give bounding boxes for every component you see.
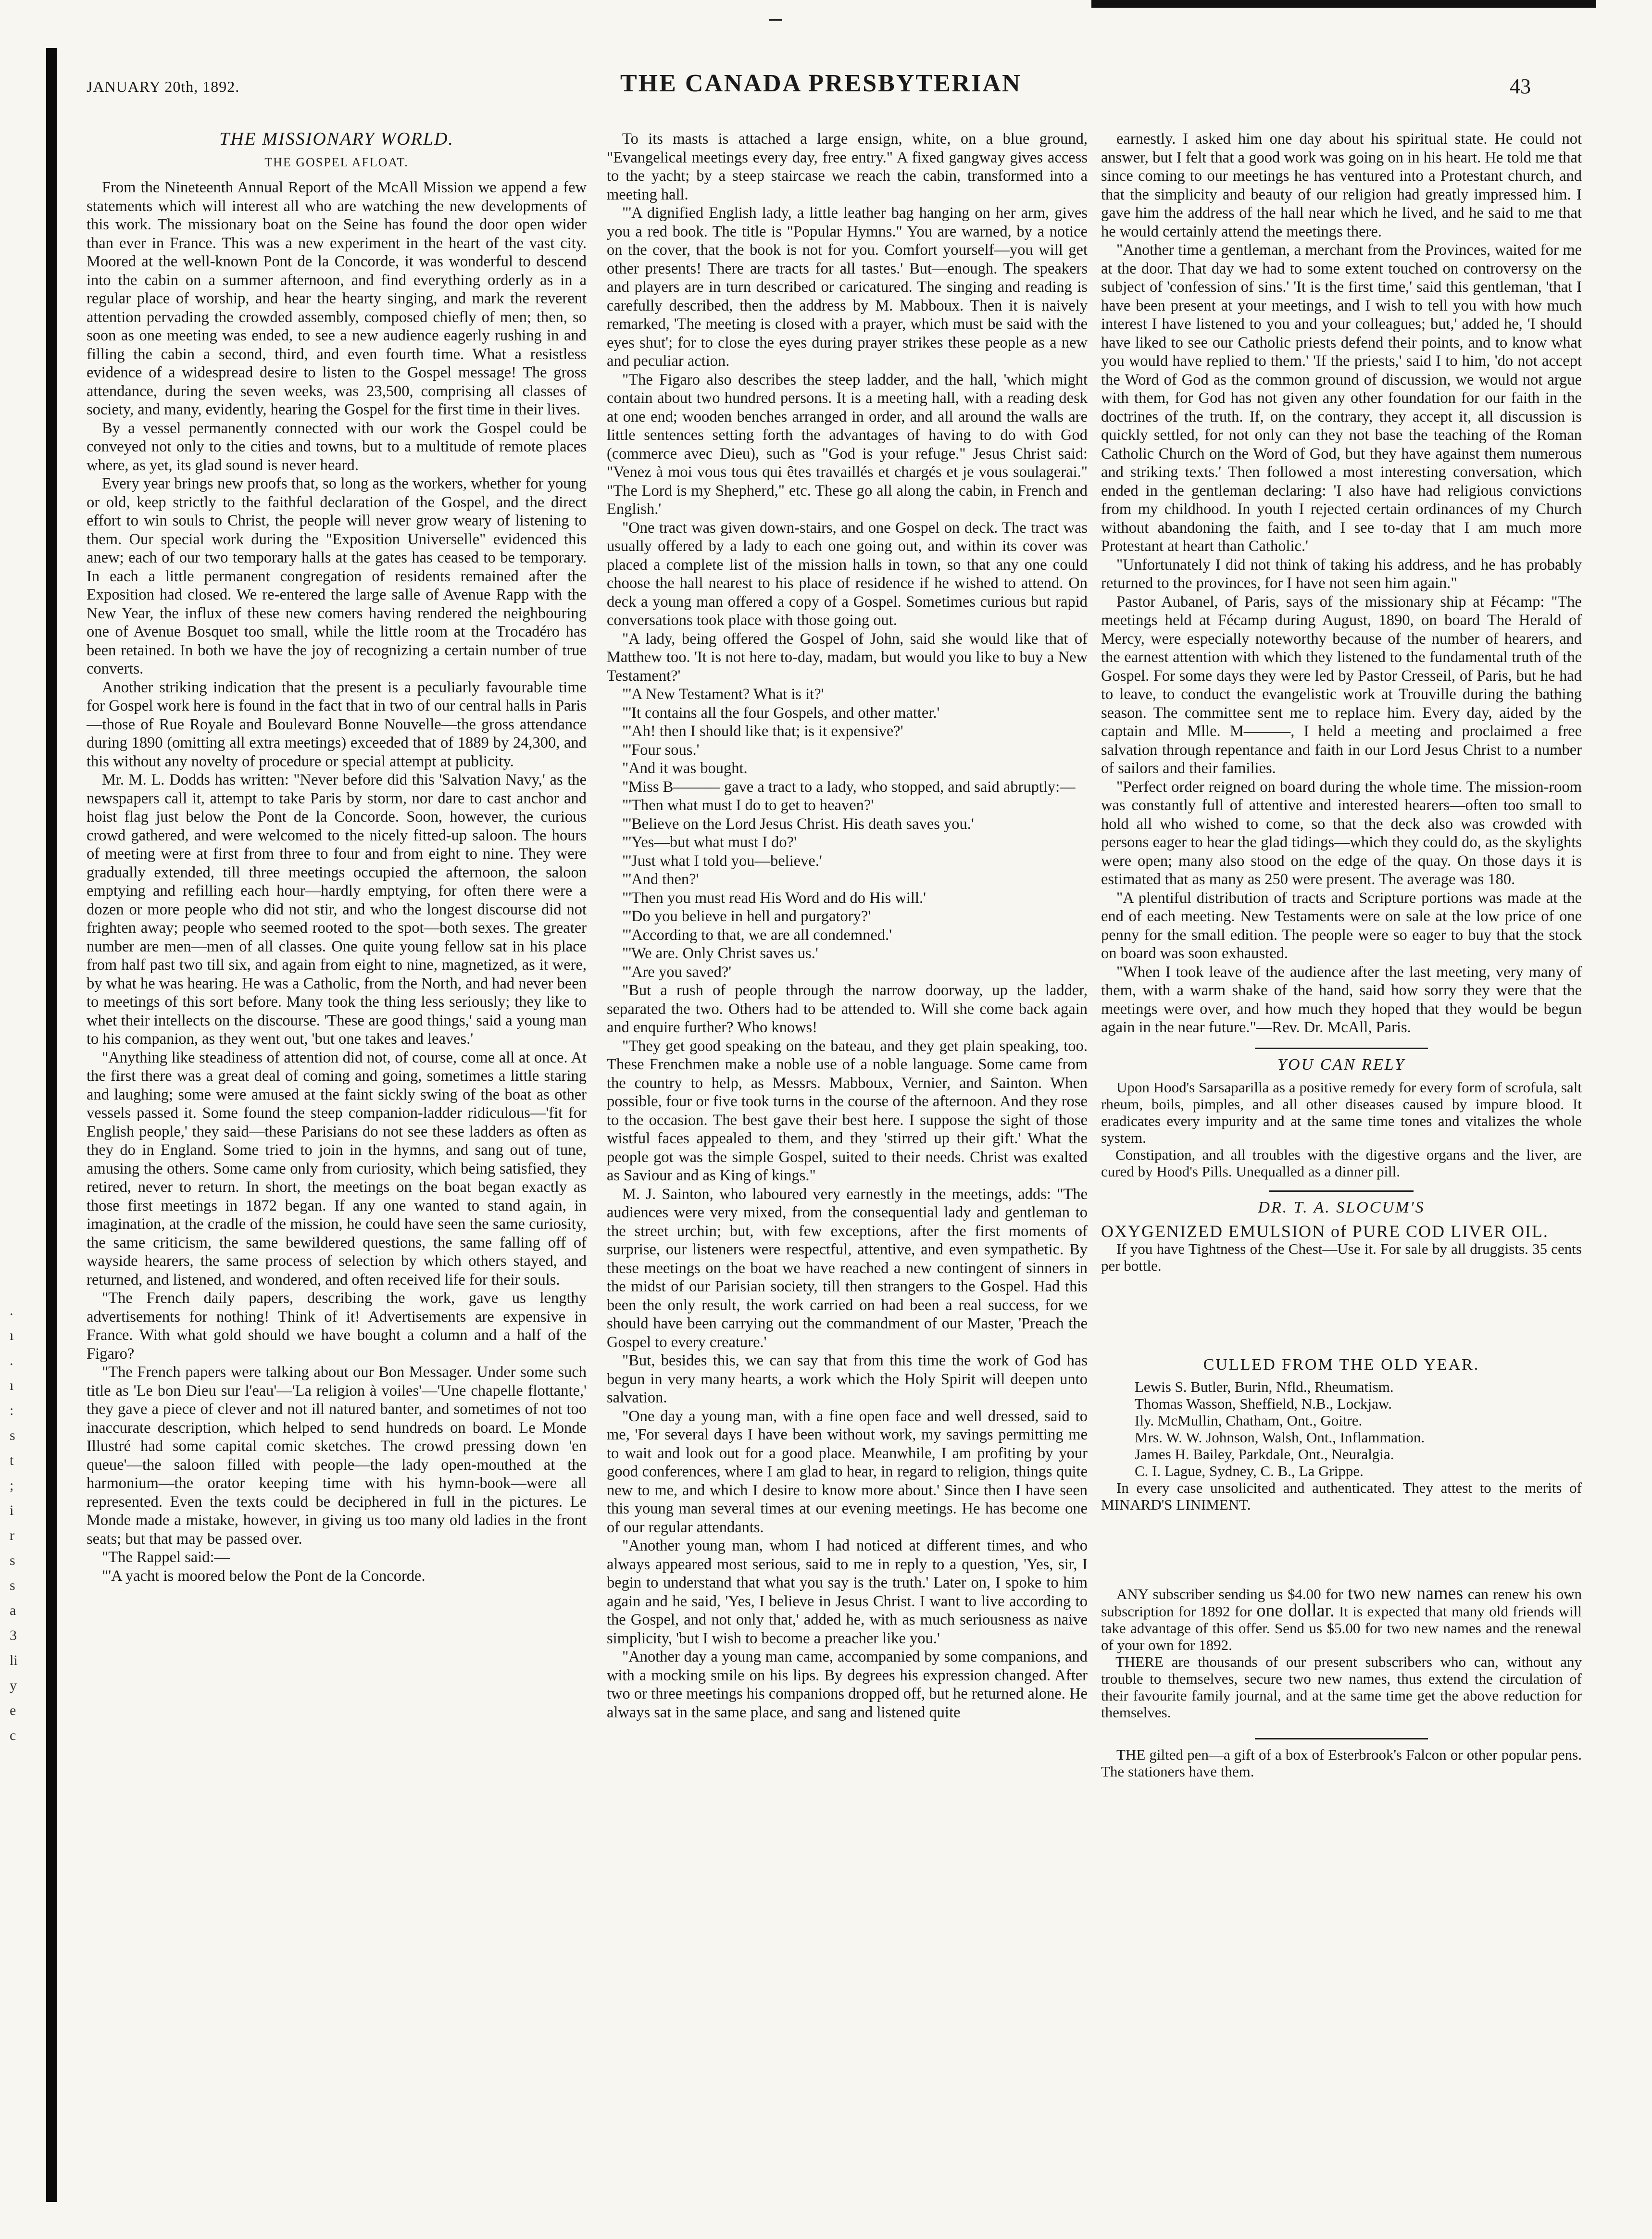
paragraph: Another striking indication that the present is a peculiarly favourable time for Gospel work here is found in the fact that in two of our central halls in Paris—those of Rue Royale and Boulevard Bonne Nouvelle—the gross attendance during 1890 (omitting all extra meetings) exceeded that of 1889 by 24,300, and this without any novelty of procedure or special attempt at publicity. bbox=[87, 678, 587, 770]
list-item: C. I. Lague, Sydney, C. B., La Grippe. bbox=[1135, 1462, 1364, 1479]
ad-slocum-heading: OXYGENIZED EMULSION of PURE COD LIVER OIL. bbox=[1101, 1221, 1549, 1241]
dialogue-line: "'Yes—but what must I do?' bbox=[622, 834, 797, 851]
subscription-note: THERE are thousands of our present subscribers who can, without any trouble to themselves, secure two new names, thus extend the circulation of their favourite family journal, and at the same time get the above reduction for themselves. bbox=[1101, 1653, 1582, 1721]
paragraph: "Another day a young man came, accompanied by some companions, and with a mocking smile on his lips. By degrees his expression changed. After two or three meetings his companions dropped off, but he returned alone. He always sat in the same place, and sang and listened quite bbox=[607, 1648, 1088, 1721]
paragraph: "The French daily papers, describing the work, gave us lengthy advertisements for nothing! Think of it! Advertisements are expensive in France. With what gold should we have bought a column and a half of the Figaro? bbox=[87, 1289, 587, 1363]
paragraph: "Another time a gentleman, a merchant from the Provinces, waited for me at the door. That day we had to some extent touched on controversy on the subject of 'confession of sins.' 'It is the first time,' said this gentleman, 'that I have been present at your meetings, and I wish to tell you with how much interest I have listened to you and your colleagues; but,' added he, 'I should have liked to see our Catholic priests defend their points, and to know what you would have replied to them.' 'If the priests,' said I to him, 'do not accept the Word of God as the common ground of discussion, we would not argue with them, for God has not given any other foundation for our faith in the doctrines of the truth. If, on the contrary, they accept it, all discussion is quickly settled, for not only can they not base the teaching of the Roman Catholic Church on the Word of God, but they have against them numerous and striking texts.' Then followed a most interesting conversation, which ended in the gentleman declaring: 'I also have had religious convictions from my childhood. In youth I rejected certain ordinances of my Church without abandoning the faith, and I see to-day that I am much more Protestant at heart than Catholic.' bbox=[1101, 241, 1582, 555]
dialogue-line: "'Four sous.' bbox=[622, 741, 700, 759]
dialogue-line: "'Are you saved?' bbox=[622, 963, 732, 981]
paragraph: By a vessel permanently connected with our work the Gospel could be conveyed not only to the cities and towns, but to a multitude of remote places where, as yet, its glad sound is never heard. bbox=[87, 419, 587, 474]
paragraph: "Another young man, whom I had noticed at different times, and who always appeared most serious, said to me in reply to a question, 'Yes, sir, I begin to understand that what you say is the truth.' Later on, I spoke to him again and he said, 'Yes, I believe in Jesus Christ. I want to live according to the Gospel, and not only that,' added he, with as much seriousness as naive simplicity, 'but I wish to become a preacher like you.' bbox=[607, 1537, 1088, 1647]
article-title: THE MISSIONARY WORLD. bbox=[219, 129, 454, 149]
offer-highlight: one dollar. bbox=[1256, 1600, 1335, 1621]
paragraph: "'A dignified English lady, a little leather bag hanging on her arm, gives you a red book. The title is "Popular Hymns." You are warned, by a notice on the cover, that the book is not for you. Comfort yourself—you will get other presents! There are tracts for all tastes.' But—enough. The speakers and players are in turn described or caricatured. The singing and reading is carefully described, then the address by M. Mabboux. Then it is naively remarked, 'The meeting is closed with a prayer, which must be said with the eyes shut'; for to close the eyes during prayer strikes these people as a new and peculiar action. bbox=[607, 204, 1088, 370]
list-item: James H. Bailey, Parkdale, Ont., Neuralgia. bbox=[1135, 1445, 1394, 1463]
paragraph: M. J. Sainton, who laboured very earnestly in the meetings, adds: "The audiences were very mixed, from the consequential lady and gentleman to the street urchin; but, with few exceptions, after the first moments of surprise, our listeners were respectful, attentive, and even sympathetic. By these meetings on the boat we have reached a new contingent of sinners in the midst of our Parisian society, till then strangers to the Gospel. Had this been the only result, the work carried on had been a real success, for we should have been carrying out the commandment of our Master, 'Preach the Gospel to every creature.' bbox=[607, 1185, 1088, 1351]
dialogue-line: "'Then you must read His Word and do His will.' bbox=[622, 889, 926, 907]
paragraph: From the Nineteenth Annual Report of the McAll Mission we append a few statements which will interest all who are watching the new developments of this work. The missionary boat on the Seine has found the door open wider than ever in France. This was a new experiment in the heart of the vast city. Moored at the well-known Pont de la Concorde, it was wonderful to descend into the cabin on a summer afternoon, and find everything orderly as in a regular place of worship, and hear the hearty singing, and mark the reverent attention pervading the crowded assembly, composed chiefly of men; then, so soon as one meeting was ended, to see a new audience eagerly rushing in and filling the cabin a second, third, and even fourth time. What a resistless evidence of a widespread desire to listen to the Gospel message! The gross attendance, during the seven weeks, was 23,500, comprising all classes of society, and many, evidently, hearing the Gospel for the first time in their lives. bbox=[87, 179, 587, 418]
ad-hoods-title: YOU CAN RELY bbox=[1277, 1055, 1405, 1074]
ad-slocum-title: DR. T. A. SLOCUM'S bbox=[1258, 1199, 1425, 1216]
column-1 bbox=[87, 130, 587, 1585]
ad-hoods-text: Upon Hood's Sarsaparilla as a positive remedy for every form of scrofula, salt rheum, boils, pimples, and all other diseases caused by impure blood. It eradicates every impurity and at the same time tones and vitalizes the whole system. bbox=[1101, 1079, 1582, 1146]
dialogue-line: "'Believe on the Lord Jesus Christ. His death saves you.' bbox=[622, 815, 974, 833]
margin-marks: . ı . ı : s t ; i r s s a 3 li y e c bbox=[10, 1302, 18, 1743]
paragraph: "Anything like steadiness of attention did not, of course, come all at once. At the first there was a great deal of coming and going, sometimes a little staring and laughing; some were amused at the faint sickly swing of the boat as other vessels passed it. Some found the steep companion-ladder ridiculous—'fit for English people,' they said—these Parisians do not see these ladders as often as they do in England. Some tried to join in the hymns, and sang out of tune, amusing the others. Some came only from curiosity, which being satisfied, they retired, never to return. In short, the meetings on the boat began exactly as those first meetings in 1872 began. If any one wanted to stand again, in imagination, at the cradle of the mission, he could have seen the same curiosity, the same criticism, the same bewildered questions, the same falling off of wayside hearers, the same process of selection by which others stayed, and returned, and listened, and wondered, and often received life for their souls. bbox=[87, 1049, 587, 1288]
dialogue-line: "'Then what must I do to get to heaven?' bbox=[622, 797, 874, 814]
paragraph: To its masts is attached a large ensign, white, on a blue ground, "Evangelical meetings every day, free entry." A fixed gangway gives access to the yacht; by a steep staircase we reach the cabin, transformed into a meeting hall. bbox=[607, 130, 1088, 203]
column-2 bbox=[607, 130, 1088, 1722]
paragraph: "When I took leave of the audience after the last meeting, very many of them, with a warm shake of the hand, said how sorry they were that the meetings were over, and how much they hoped that they would be begun again in the near future."—Rev. Dr. McAll, Paris. bbox=[1101, 963, 1582, 1036]
offer-highlight: two new names bbox=[1348, 1583, 1464, 1603]
dialogue-line: "'And then?' bbox=[622, 871, 699, 888]
culled-title: CULLED FROM THE OLD YEAR. bbox=[1203, 1356, 1480, 1374]
page-header bbox=[87, 67, 1529, 106]
list-item: Ily. McMullin, Chatham, Ont., Goitre. bbox=[1135, 1412, 1363, 1429]
paragraph: "'A yacht is moored below the Pont de la Concorde. bbox=[102, 1567, 426, 1585]
article-subtitle: THE GOSPEL AFLOAT. bbox=[264, 155, 409, 169]
section-divider bbox=[1255, 1048, 1428, 1049]
paragraph: "But a rush of people through the narrow doorway, up the ladder, separated the two. Others had to be attended to. Will she come back again and enquire further? Who knows! bbox=[607, 982, 1088, 1036]
dialogue-line: "'Just what I told you—believe.' bbox=[622, 852, 822, 870]
paragraph: earnestly. I asked him one day about his spiritual state. He could not answer, but I felt that a good work was going on in his heart. He told me that since coming to our meetings he has ventured into a Protestant church, and that the simplicity and beauty of our religion had greatly impressed him. I gave him the address of the hall near which he lived, and he said to me that he would certainly attend the meetings there. bbox=[1101, 130, 1582, 240]
ad-slocum-text: If you have Tightness of the Chest—Use it. For sale by all druggists. 35 cents per bottle. bbox=[1101, 1240, 1582, 1274]
offer-text: ANY subscriber sending us $4.00 for bbox=[1116, 1585, 1343, 1602]
newspaper-title: THE CANADA PRESBYTERIAN bbox=[620, 70, 1022, 97]
dialogue-line: "'A New Testament? What is it?' bbox=[622, 686, 824, 703]
paragraph: "Perfect order reigned on board during the whole time. The mission-room was constantly full of attentive and interested hearers—often too small to hold all who wished to come, so that the deck also was crowded with persons eager to hear the glad tidings—which they could do, as the skylights were open; many also stood on the edge of the quay. On those days it is estimated that as many as 250 were present. The average was 180. bbox=[1101, 778, 1582, 888]
column-3 bbox=[1101, 130, 1582, 1780]
spacer bbox=[1101, 1513, 1582, 1585]
section-divider bbox=[1255, 1738, 1428, 1739]
paragraph: "A lady, being offered the Gospel of John, said she would like that of Matthew too. 'It is not here to-day, madam, but would you like to buy a New Testament?' bbox=[607, 630, 1088, 685]
paragraph: "One tract was given down-stairs, and one Gospel on deck. The tract was usually offered by a lady to each one going out, and within its cover was placed a complete list of the mission halls in town, so that any one could choose the hall nearest to his place of residence if he wished to attend. On deck a young man offered a copy of a Gospel. Sometimes curious but rapid conversations took place with those going out. bbox=[607, 519, 1088, 629]
paragraph: "One day a young man, with a fine open face and well dressed, said to me, 'For several days I have been without work, my savings permitting me to wait and look out for a good place. Meanwhile, I am profiting by your good conferences, where I am glad to hear, in regard to religion, things quite new to me, and which I desire to know more about.' Since then I have seen this young man several times at our evening meetings. He has become one of our regular attendants. bbox=[607, 1407, 1088, 1536]
paragraph: Pastor Aubanel, of Paris, says of the missionary ship at Fécamp: "The meetings held at Fécamp during August, 1890, on board The Herald of Mercy, were especially noteworthy because of the number of hearers, and the earnest attention with which they listened to the fundamental truth of the Gospel. For some days they were led by Pastor Cresseil, of Paris, but he had to leave, to conduct the evangelistic work at Trouville during the bathing season. The committee sent me to replace him. Every day, aided by the captain and Mlle. M———, I held a meeting and proclaimed a free salvation through repentance and faith in our Lord Jesus Christ to a number of sailors and their families. bbox=[1101, 593, 1582, 777]
issue-date: JANUARY 20th, 1892. bbox=[87, 78, 240, 95]
spacer bbox=[1101, 1274, 1582, 1356]
offer-text: can renew his own subscription for 1892 for bbox=[1101, 1585, 1582, 1620]
page-number: 43 bbox=[1510, 75, 1531, 98]
top-rule bbox=[1091, 0, 1596, 8]
paragraph: "Miss B——— gave a tract to a lady, who stopped, and said abruptly:— bbox=[622, 778, 1076, 796]
list-item: Mrs. W. W. Johnson, Walsh, Ont., Inflammation. bbox=[1135, 1428, 1425, 1446]
offer-text: It is expected that many old friends will take advantage of this offer. Send us $5.00 for two new names and the renewal of your own for 1892. bbox=[1101, 1602, 1582, 1653]
pens-notice: THE gilted pen—a gift of a box of Esterbrook's Falcon or other popular pens. The stationers have them. bbox=[1101, 1746, 1582, 1780]
list-item: Thomas Wasson, Sheffield, N.B., Lockjaw. bbox=[1135, 1395, 1392, 1412]
paragraph: "Unfortunately I did not think of taking his address, and he has probably returned to the provinces, for I have not seen him again." bbox=[1101, 556, 1582, 592]
dialogue-line: "'Do you believe in hell and purgatory?' bbox=[622, 908, 871, 925]
paragraph: "They get good speaking on the bateau, and they get plain speaking, too. These Frenchmen make a noble use of a noble language. Some came from the country to help, as Messrs. Mabboux, Vernier, and Sainton. When possible, four or five took turns in the course of the afternoon. And they rose to the occasion. The best gave their best here. I suppose the sight of those wistful faces appealed to them, and they 'stirred up their gift.' What the people got was the simple Gospel, suited to their needs. Christ was exalted as Saviour and as King of kings." bbox=[607, 1037, 1088, 1184]
subscription-offer bbox=[1101, 1585, 1582, 1653]
testimonial-list bbox=[1135, 1378, 1582, 1479]
top-tick-mark bbox=[769, 19, 782, 21]
ad-hoods-pills-text: Constipation, and all troubles with the digestive organs and the liver, are cured by Hood's Pills. Unequalled as a dinner pill. bbox=[1101, 1146, 1582, 1180]
paragraph: "The Rappel said:— bbox=[102, 1549, 230, 1566]
paragraph: Every year brings new proofs that, so long as the workers, whether for young or old, keep strictly to the faithful declaration of the Gospel, and the direct effort to win souls to Christ, the people will never grow weary of listening to them. Our special work during the "Exposition Universelle" evidenced this anew; each of our two temporary halls at the gates has ceased to be temporary. In each a little permanent congregation of residents remained after the Exposition had closed. We re-entered the large salle of Avenue Rapp with the New Year, the influx of these new comers having rendered the neighbouring one of Avenue Bosquet too small, while the little room at the Trocadéro has been retained. In both we have the joy of recognizing a certain number of true converts. bbox=[87, 475, 587, 677]
culled-note: In every case unsolicited and authenticated. They attest to the merits of MINARD'S LINIMENT. bbox=[1101, 1479, 1582, 1513]
dialogue-line: "And it was bought. bbox=[622, 760, 748, 777]
paragraph: "The Figaro also describes the steep ladder, and the hall, 'which might contain about two hundred persons. It is a meeting hall, with a reading desk at one end; wooden benches arranged in order, and all around the walls are little sentences setting forth the advantages of having to do with God (commerce avec Dieu), such as "God is your refuge." Jesus Christ said: "Venez à moi vous tous qui êtes travaillés et chargés et je vous soulagerai." "The Lord is my Shepherd," etc. These go all along the cabin, in French and English.' bbox=[607, 371, 1088, 518]
paragraph: "But, besides this, we can say that from this time the work of God has begun in very many hearts, a work which the Holy Spirit will deepen unto salvation. bbox=[607, 1352, 1088, 1406]
dialogue-line: "'According to that, we are all condemned.' bbox=[622, 926, 892, 944]
list-item: Lewis S. Butler, Burin, Nfld., Rheumatism. bbox=[1135, 1378, 1394, 1395]
dialogue-line: "'We are. Only Christ saves us.' bbox=[622, 945, 818, 962]
dialogue-line: "'It contains all the four Gospels, and other matter.' bbox=[622, 704, 940, 722]
paragraph: "A plentiful distribution of tracts and Scripture portions was made at the end of each meeting. New Testaments were on sale at the low price of one penny for the small edition. The people were so eager to buy that the stock on board was soon exhausted. bbox=[1101, 889, 1582, 962]
paragraph: Mr. M. L. Dodds has written: "Never before did this 'Salvation Navy,' as the newspapers call it, attempt to take Paris by storm, nor dare to cast anchor and hoist flag just below the Pont de la Concorde. Soon, however, the curious crowd gathered, and were welcomed to the nicely fitted-up saloon. The hours of meeting were at first from three to four and from eight to nine. They were gradually extended, till three meetings occupied the afternoon, the saloon emptying and refilling each hour—hardly emptying, for often there were a dozen or more people who did not stir, and who the longest discourse did not frighten away; people who seemed rooted to the spot—both sexes. The greater number are men—men of all classes. One quite young fellow sat in his place from half past two till six, and again from eight to nine, magnetized, as it were, by what he was hearing. He was a Catholic, from the North, and had never been to meetings of this sort before. Many took the thing less seriously; they like to whet their intellects on the discourse. 'These are good things,' said a young man to his companion, as they went out, 'but one takes and leaves.' bbox=[87, 771, 587, 1048]
paragraph: "The French papers were talking about our Bon Messager. Under some such title as 'Le bon Dieu sur l'eau'—'La religion à voiles'—'Une chapelle flottante,' they gave a piece of clever and not ill natured banter, and sometimes of not too inaccurate description, which helped to send hundreds on board. Le Monde Illustré had some capital comic sketches. The crowd pressing down 'en queue'—the saloon filled with people—the lady open-mouthed at the harmonium—the orator keeping time with his hymn-book—were all represented. Even the texts could be deciphered in full in the pictures. Le Monde made a mistake, however, in giving us too many old ladies in the front seats; but that may be passed over. bbox=[87, 1363, 587, 1548]
section-divider bbox=[1269, 1190, 1414, 1192]
dialogue-line: "'Ah! then I should like that; is it expensive?' bbox=[622, 723, 903, 740]
binding-edge bbox=[46, 48, 57, 2202]
